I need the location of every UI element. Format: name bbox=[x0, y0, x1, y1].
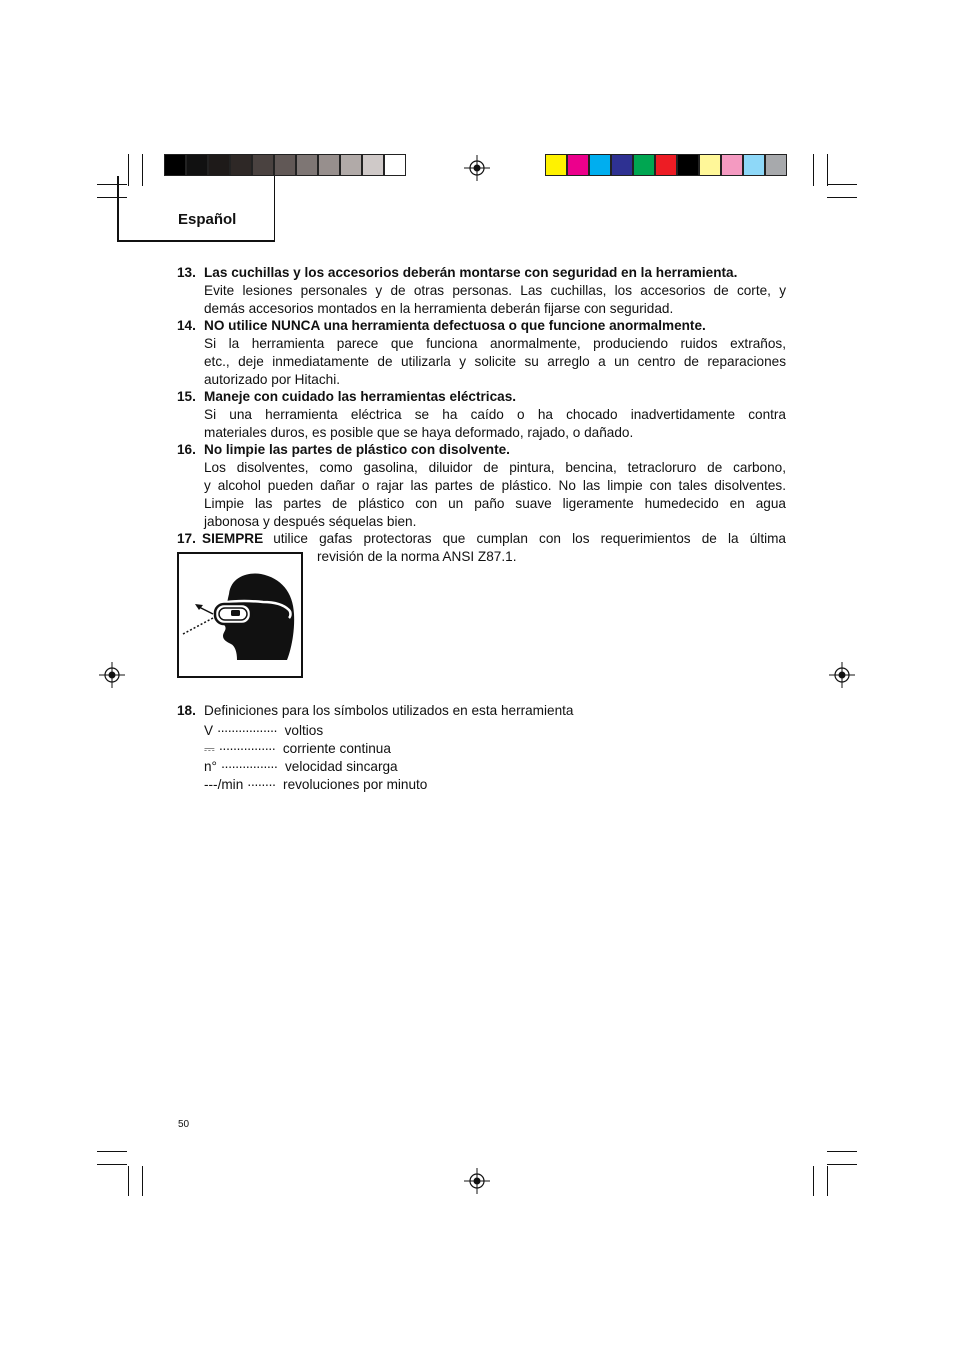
symbol-row bbox=[204, 740, 391, 758]
color-swatch bbox=[633, 154, 655, 176]
color-swatch bbox=[611, 154, 633, 176]
item-line: jabonosa y después séquelas bien. bbox=[204, 514, 417, 529]
list-item bbox=[177, 441, 786, 531]
item-number: 14. bbox=[177, 318, 196, 333]
symbol-meaning: velocidad sincarga bbox=[285, 759, 398, 774]
color-swatch bbox=[721, 154, 743, 176]
symbol-row bbox=[204, 722, 323, 740]
symbol-row bbox=[204, 758, 398, 776]
process-color-bar bbox=[545, 154, 787, 176]
leader-dots: ················· bbox=[216, 723, 277, 738]
symbol: V bbox=[204, 723, 214, 738]
symbol-row bbox=[204, 776, 427, 794]
color-swatch bbox=[567, 154, 589, 176]
color-swatch bbox=[384, 154, 406, 176]
item-number: 13. bbox=[177, 265, 196, 280]
item-line: Si la herramienta parece que funciona anormalmente, produciendo ruidos extraños, bbox=[204, 336, 786, 351]
symbol-meaning: voltios bbox=[284, 723, 324, 738]
page-number: 50 bbox=[178, 1119, 190, 1130]
language-tab bbox=[117, 176, 275, 242]
item-line: etc., deje inmediatamente de utilizarla y solicite su arreglo a un centro de reparaciones bbox=[204, 354, 786, 369]
list-item bbox=[177, 388, 786, 442]
symbol-meaning: revoluciones por minuto bbox=[283, 777, 428, 792]
color-swatch bbox=[164, 154, 186, 176]
item-line: Limpie las partes de plástico con un paño suave ligeramente humedecido en agua bbox=[204, 496, 786, 511]
item-line: demás accesorios montados en la herramienta deberán fijarse con seguridad. bbox=[204, 301, 674, 316]
leader-dots: ················ bbox=[220, 759, 278, 774]
list-item bbox=[177, 264, 786, 318]
color-swatch bbox=[362, 154, 384, 176]
item-number: 15. bbox=[177, 389, 196, 404]
item-line: autorizado por Hitachi. bbox=[204, 372, 341, 387]
leader-dots: ················ bbox=[218, 741, 276, 756]
item-line: materiales duros, es posible que se haya deformado, rajado, o dañado. bbox=[204, 425, 634, 440]
color-swatch bbox=[545, 154, 567, 176]
item-heading: Las cuchillas y los accesorios deberán montarse con seguridad en la herramienta. bbox=[204, 265, 738, 280]
color-swatch bbox=[208, 154, 230, 176]
item-bold-word: SIEMPRE bbox=[202, 531, 264, 546]
item-heading: No limpie las partes de plástico con disolvente. bbox=[204, 442, 510, 457]
item-number: 17. bbox=[177, 531, 196, 546]
color-swatch bbox=[743, 154, 765, 176]
item-number: 16. bbox=[177, 442, 196, 457]
color-swatch bbox=[677, 154, 699, 176]
goggles-pictogram bbox=[177, 552, 303, 678]
item-line: Definiciones para los símbolos utilizados en esta herramienta bbox=[204, 703, 574, 718]
registration-target-icon bbox=[99, 662, 125, 688]
color-swatch bbox=[296, 154, 318, 176]
color-swatch bbox=[274, 154, 296, 176]
item-line: Los disolventes, como gasolina, diluidor de pintura, bencina, tetracloruro de carbono, bbox=[204, 460, 786, 475]
symbol: ---/min bbox=[204, 777, 244, 792]
item-heading: Maneje con cuidado las herramientas eléctricas. bbox=[204, 389, 517, 404]
item-line: utilice gafas protectoras que cumplan con los requerimientos de la última bbox=[273, 531, 786, 546]
color-swatch bbox=[340, 154, 362, 176]
item-number: 18. bbox=[177, 703, 196, 718]
symbol: n° bbox=[204, 759, 217, 774]
list-item bbox=[177, 702, 786, 720]
color-swatch bbox=[655, 154, 677, 176]
item-line: revisión de la norma ANSI Z87.1. bbox=[317, 549, 517, 564]
item-line: Evite lesiones personales y de otras personas. Las cuchillas, los accesorios de corte, y bbox=[204, 283, 786, 298]
color-swatch bbox=[318, 154, 340, 176]
color-swatch bbox=[589, 154, 611, 176]
color-swatch bbox=[230, 154, 252, 176]
registration-target-icon bbox=[829, 662, 855, 688]
color-swatch bbox=[252, 154, 274, 176]
color-swatch bbox=[186, 154, 208, 176]
leader-dots: ········ bbox=[247, 777, 276, 792]
item-heading: NO utilice NUNCA una herramienta defectuosa o que funcione anormalmente. bbox=[204, 318, 706, 333]
registration-target-icon bbox=[464, 1168, 490, 1194]
registration-target-icon bbox=[464, 155, 490, 181]
language-label: Español bbox=[178, 211, 237, 228]
item-line: y alcohol pueden dañar o rajar las partes de plástico. No las limpie con tales disolventes. bbox=[204, 478, 786, 493]
symbol-meaning: corriente continua bbox=[282, 741, 391, 756]
symbol: ⎓ bbox=[204, 741, 215, 756]
color-swatch bbox=[765, 154, 787, 176]
list-item bbox=[177, 317, 786, 389]
item-line: Si una herramienta eléctrica se ha caído o ha chocado inadvertidamente contra bbox=[204, 407, 786, 422]
grayscale-color-bar bbox=[164, 154, 406, 176]
color-swatch bbox=[699, 154, 721, 176]
safety-goggles-icon bbox=[179, 554, 301, 676]
